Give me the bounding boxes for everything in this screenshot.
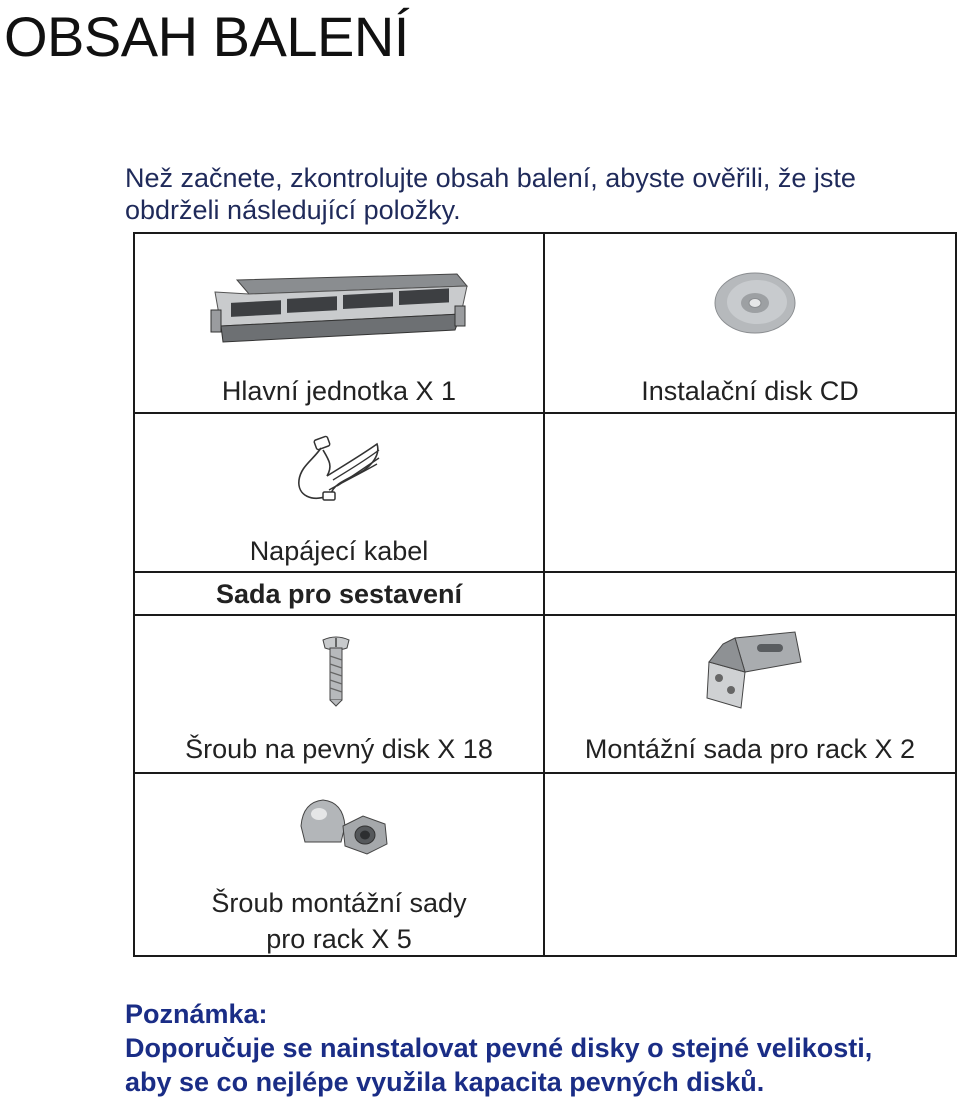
cell-hdd-screw xyxy=(133,614,545,774)
label-rack-kit: Montážní sada pro rack X 2 xyxy=(584,734,916,764)
label-assembly-kit: Sada pro sestavení xyxy=(215,579,463,609)
cell-power-cable xyxy=(133,412,545,573)
cell-assembly-kit-heading xyxy=(133,571,545,616)
intro-line-2: obdrželi následující položky. xyxy=(125,195,461,225)
cell-empty-3 xyxy=(543,772,957,957)
note-line-2: aby se co nejlépe využila kapacita pevných disků. xyxy=(125,1067,765,1097)
intro-text xyxy=(125,162,955,226)
label-main-unit: Hlavní jednotka X 1 xyxy=(221,376,457,406)
power-cable-icon xyxy=(293,436,383,510)
cell-rack-screw xyxy=(133,772,545,957)
cd-disc-icon xyxy=(713,272,797,334)
cap-nut-icon xyxy=(297,796,389,858)
package-contents-table xyxy=(133,232,957,957)
cell-empty-2 xyxy=(543,571,957,616)
intro-line-1: Než začnete, zkontrolujte obsah balení, abyste ověřili, že jste xyxy=(125,163,856,193)
cell-main-unit xyxy=(133,232,545,414)
cell-rack-kit xyxy=(543,614,957,774)
screw-icon xyxy=(321,636,351,708)
label-power-cable: Napájecí kabel xyxy=(249,536,429,566)
note-block xyxy=(125,997,955,1099)
label-rack-screw-line-2: pro rack X 5 xyxy=(266,924,412,954)
note-line-1: Doporučuje se nainstalovat pevné disky o stejné velikosti, xyxy=(125,1033,873,1063)
cell-empty-1 xyxy=(543,412,957,573)
note-heading: Poznámka: xyxy=(125,999,268,1029)
cell-install-cd xyxy=(543,232,957,414)
page-title: OBSAH BALENÍ xyxy=(4,5,409,68)
rack-bracket-icon xyxy=(705,632,805,712)
label-rack-screw-line-1: Šroub montážní sady xyxy=(211,888,467,918)
label-install-cd: Instalační disk CD xyxy=(641,376,859,406)
server-unit-icon xyxy=(209,270,469,350)
label-hdd-screw: Šroub na pevný disk X 18 xyxy=(185,734,493,764)
